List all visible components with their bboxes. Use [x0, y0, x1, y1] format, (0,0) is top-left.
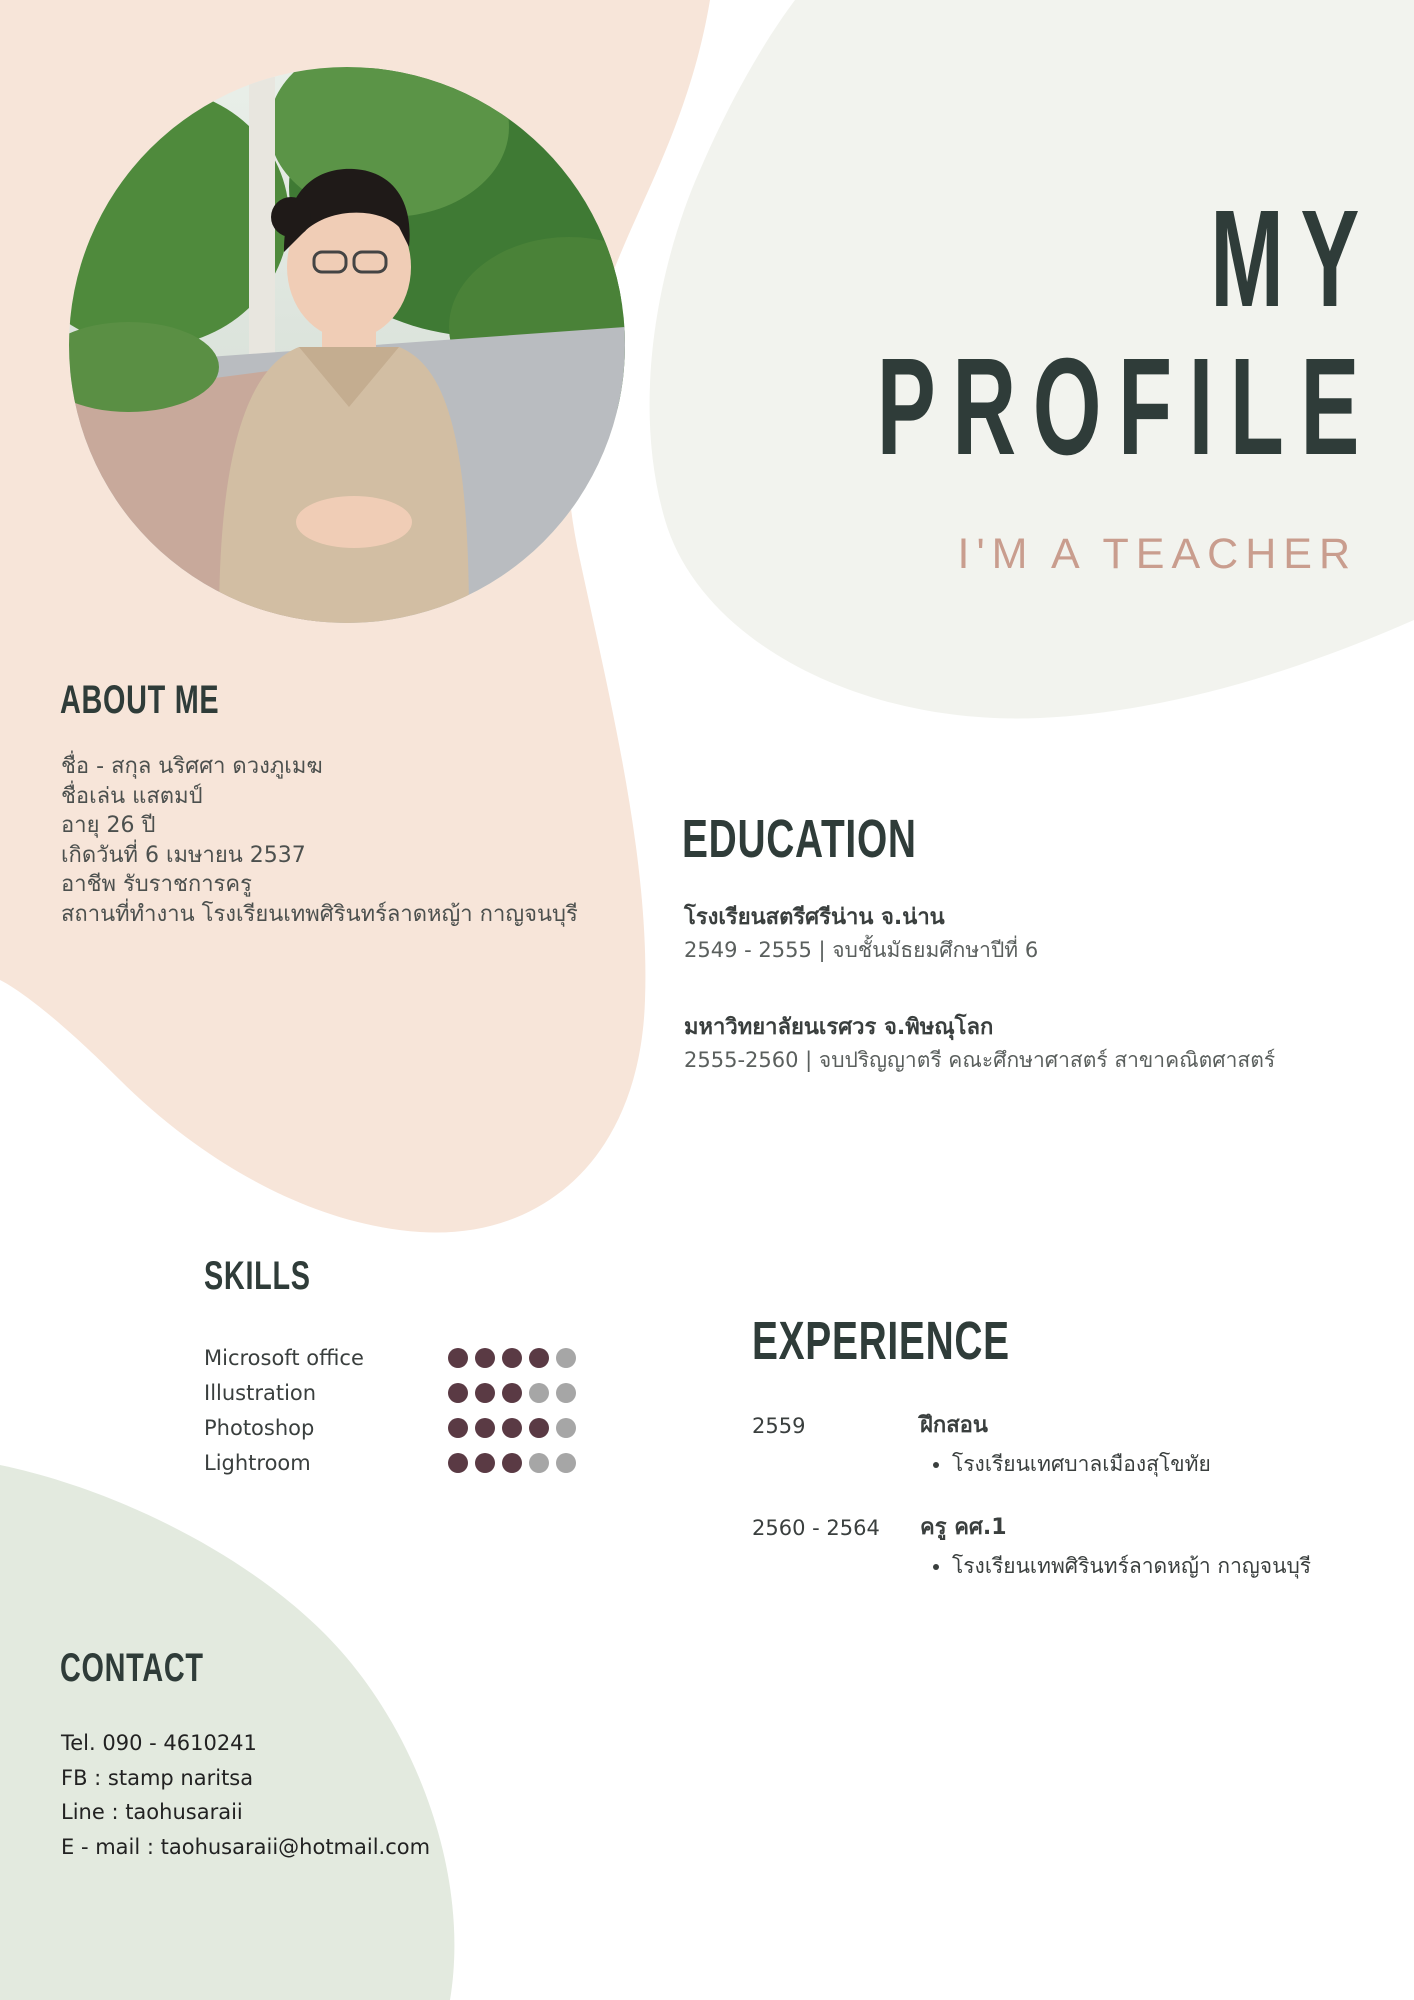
education-item: [684, 902, 1364, 966]
skill-dot-filled: [448, 1383, 468, 1403]
contact-email: E - mail : taohusaraii@hotmail.com: [61, 1834, 431, 1859]
subtitle: I'M A TEACHER: [957, 530, 1357, 578]
education-detail: 2549 - 2555 | จบชั้นมัธยมศึกษาปีที่ 6: [684, 938, 1039, 962]
skill-dot-filled: [502, 1348, 522, 1368]
skill-dot-filled: [475, 1418, 495, 1438]
skill-rating: [448, 1383, 576, 1403]
skill-row: [204, 1375, 576, 1410]
education-detail: 2555-2560 | จบปริญญาตรี คณะศึกษาศาสตร์ สาขาคณิตศาสตร์: [684, 1048, 1276, 1072]
education-school: มหาวิทยาลัยนเรศวร จ.พิษณุโลก: [684, 1015, 994, 1040]
skill-rating: [448, 1418, 576, 1438]
skill-dot-filled: [529, 1418, 549, 1438]
title-block: [596, 182, 1376, 579]
about-line: สถานที่ทำงาน โรงเรียนเทพศิรินทร์ลาดหญ้า กาญจนบุรี: [61, 901, 578, 927]
skill-dot-empty: [556, 1348, 576, 1368]
skill-dot-filled: [502, 1383, 522, 1403]
skill-dot-filled: [502, 1418, 522, 1438]
experience-place: • โรงเรียนเทศบาลเมืองสุโขทัย: [952, 1448, 1372, 1480]
about-section: [61, 752, 578, 929]
experience-role: ครู คศ.1: [920, 1515, 1007, 1540]
skill-dot-filled: [448, 1348, 468, 1368]
education-school: โรงเรียนสตรีศรีน่าน จ.น่าน: [684, 905, 945, 930]
about-heading: ABOUT ME: [60, 678, 220, 722]
experience-item: [752, 1512, 1372, 1582]
skill-name: Photoshop: [204, 1415, 315, 1440]
experience-place-list: [920, 1550, 1372, 1582]
contact-line: Line : taohusaraii: [61, 1800, 243, 1824]
experience-item: [752, 1410, 1372, 1480]
skill-row: [204, 1445, 576, 1480]
skill-row: [204, 1410, 576, 1445]
about-line: ชื่อ - สกุล นริศศา ดวงภูเมฆ: [61, 754, 323, 779]
skill-name: Microsoft office: [204, 1345, 364, 1370]
contact-section: [61, 1726, 430, 1864]
skill-dot-empty: [556, 1418, 576, 1438]
skill-dot-empty: [529, 1453, 549, 1473]
skill-dot-empty: [556, 1383, 576, 1403]
experience-heading: EXPERIENCE: [752, 1311, 1010, 1371]
profile-photo: [69, 67, 625, 623]
skill-dot-filled: [502, 1453, 522, 1473]
title-line-my: MY: [1210, 182, 1376, 336]
skill-dot-filled: [448, 1453, 468, 1473]
skill-dot-empty: [556, 1453, 576, 1473]
experience-year: 2559: [752, 1414, 806, 1438]
skill-row: [204, 1340, 576, 1375]
skill-dot-empty: [529, 1383, 549, 1403]
about-line: ชื่อเล่น แสตมป์: [61, 783, 203, 809]
skill-dot-filled: [529, 1348, 549, 1368]
experience-section: [752, 1410, 1372, 1614]
skill-name: Illustration: [204, 1380, 317, 1405]
about-line: อายุ 26 ปี: [61, 813, 156, 838]
education-item: [684, 1012, 1364, 1076]
contact-facebook: FB : stamp naritsa: [61, 1765, 254, 1790]
skill-dot-filled: [475, 1453, 495, 1473]
contact-heading: CONTACT: [60, 1646, 204, 1690]
experience-role: ฝึกสอน: [920, 1413, 988, 1438]
contact-phone: Tel. 090 - 4610241: [61, 1731, 257, 1755]
education-heading: EDUCATION: [682, 809, 917, 869]
about-line: อาชีพ รับราชการครู: [61, 872, 252, 897]
title-line-profile: PROFILE: [876, 330, 1376, 484]
about-line: เกิดวันที่ 6 เมษายน 2537: [61, 842, 306, 868]
skill-rating: [448, 1453, 576, 1473]
skill-name: Lightroom: [204, 1450, 311, 1475]
skill-dot-filled: [475, 1348, 495, 1368]
skill-rating: [448, 1348, 576, 1368]
experience-place-list: [920, 1448, 1372, 1480]
skills-heading: SKILLS: [204, 1254, 311, 1298]
skills-section: [204, 1340, 576, 1480]
education-section: [684, 902, 1364, 1122]
skill-dot-filled: [475, 1383, 495, 1403]
skill-dot-filled: [448, 1418, 468, 1438]
experience-year: 2560 - 2564: [752, 1516, 880, 1540]
experience-place: • โรงเรียนเทพศิรินทร์ลาดหญ้า กาญจนบุรี: [952, 1550, 1372, 1582]
